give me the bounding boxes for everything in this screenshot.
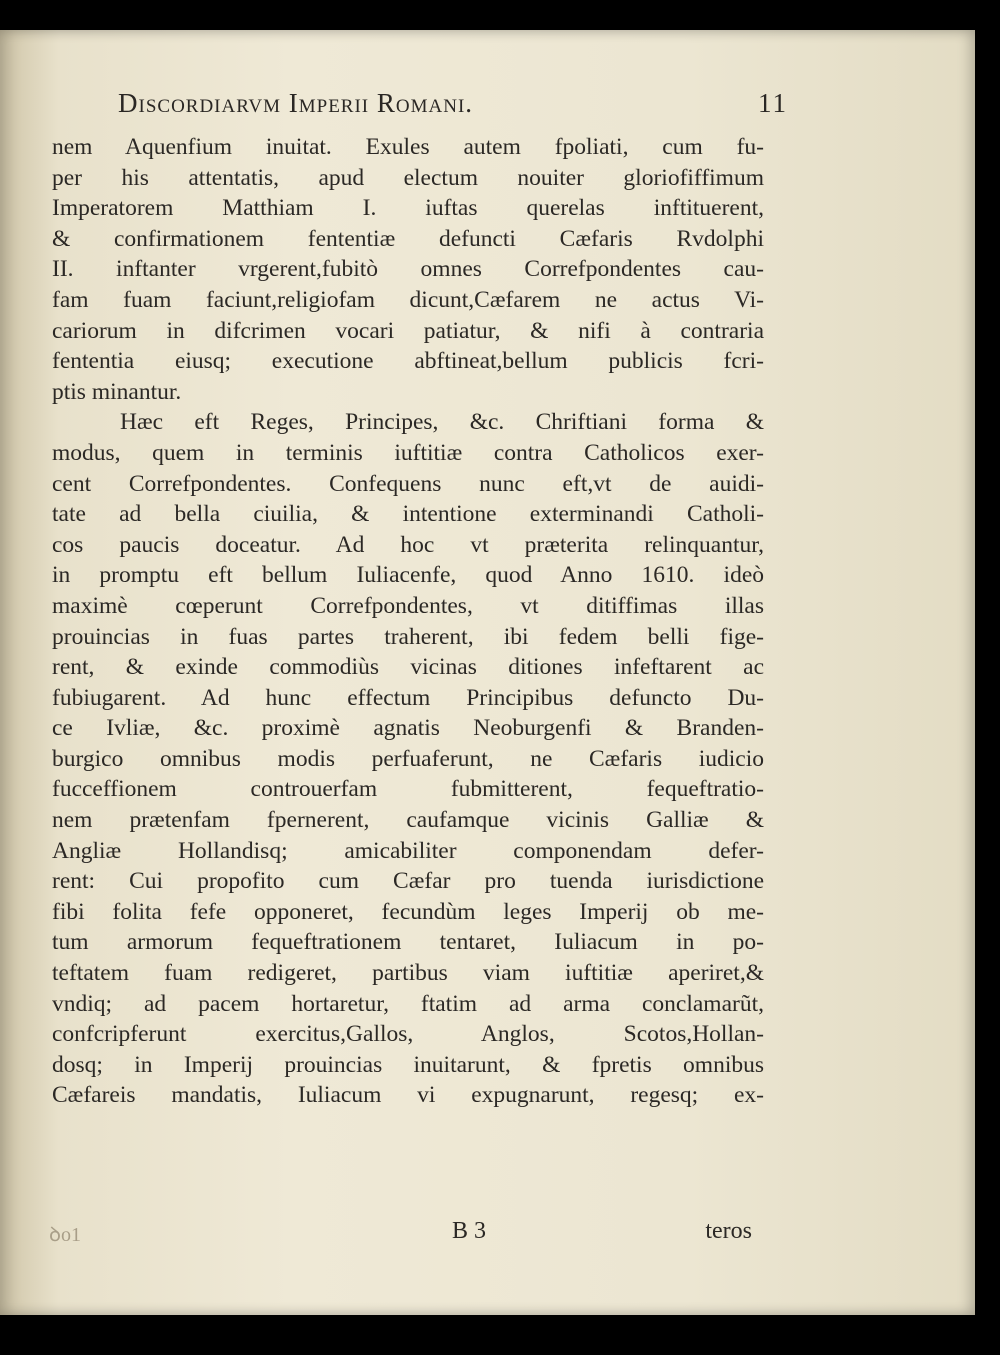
text-line: fubiugarent. Ad hunc effectum Principibus defuncto Du- xyxy=(52,684,764,711)
text-line: tate ad bella ciuilia, & intentione exterminandi Catholi- xyxy=(52,501,764,528)
catchword: teros xyxy=(705,1218,752,1244)
paragraph-start-line: Hæc eft Reges, Principes, &c. Chriftiani forma & xyxy=(120,409,764,436)
text-line: Cæfareis mandatis, Iuliacum vi expugnarunt, regesq; ex- xyxy=(52,1082,764,1109)
running-title: Discordiarvm Imperii Romani. xyxy=(118,88,474,118)
text-line: ce Ivliæ, &c. proximè agnatis Neoburgenfi & Branden- xyxy=(52,715,764,742)
text-line: tum armorum fequeftrationem tentaret, Iuliacum in po- xyxy=(52,929,764,956)
text-line: rent, & exinde commodiùs vicinas ditiones infeftarent ac xyxy=(52,654,764,681)
page-number: 11 xyxy=(758,88,788,118)
text-line: in promptu eft bellum Iuliacenfe, quod Anno 1610. ideò xyxy=(52,562,764,589)
page-footer xyxy=(49,1218,752,1250)
signature-mark: B 3 xyxy=(452,1218,487,1244)
body-text xyxy=(52,132,764,1111)
page-header xyxy=(118,88,788,128)
text-line: fucceffionem controuerfam fubmitterent, fequeftratio- xyxy=(52,776,764,803)
text-line: confcripferunt exercitus,Gallos, Anglos, Scotos,Hollan- xyxy=(52,1021,764,1048)
text-line: fam fuam faciunt,religiofam dicunt,Cæfarem ne actus Vi- xyxy=(52,286,764,313)
text-line: teftatem fuam redigeret, partibus viam iuftitiæ aperiret,& xyxy=(52,960,764,987)
text-line: nem prætenfam fpernerent, caufamque vicinis Galliæ & xyxy=(52,807,764,834)
book-page xyxy=(0,30,975,1315)
text-line: vndiq; ad pacem hortaretur, ftatim ad arma conclamarũt, xyxy=(52,990,764,1017)
text-line: & confirmationem fententiæ defuncti Cæfaris Rvdolphi xyxy=(52,225,764,252)
text-line: fibi folita fefe opponeret, fecundùm leges Imperij ob me- xyxy=(52,898,764,925)
text-line: ptis minantur. xyxy=(52,378,182,405)
text-line: cos paucis doceatur. Ad hoc vt præterita relinquantur, xyxy=(52,531,764,558)
text-line: burgico omnibus modis perfuaferunt, ne Cæfaris iudicio xyxy=(52,745,764,772)
text-line: per his attentatis, apud electum nouiter gloriofiffimum xyxy=(52,164,764,191)
text-line: dosq; in Imperij prouincias inuitarunt, & fpretis omnibus xyxy=(52,1051,764,1078)
text-line: maximè cœperunt Correfpondentes, vt ditiffimas illas xyxy=(52,592,764,619)
text-line: modus, quem in terminis iuftitiæ contra Catholicos exer- xyxy=(52,439,764,466)
text-line: prouincias in fuas partes traherent, ibi fedem belli fige- xyxy=(52,623,764,650)
text-line: cariorum in difcrimen vocari patiatur, & nifi à contraria xyxy=(52,317,764,344)
text-line: Angliæ Hollandisq; amicabiliter componendam defer- xyxy=(52,837,764,864)
text-line: Imperatorem Matthiam I. iuftas querelas inftituerent, xyxy=(52,195,764,222)
text-line: nem Aquenfium inuitat. Exules autem fpoliati, cum fu- xyxy=(52,134,764,160)
text-line: fententia eiusq; executione abftineat,bellum publicis fcri- xyxy=(52,348,764,375)
text-line: cent Correfpondentes. Confequens nunc eft,vt de auidi- xyxy=(52,470,764,497)
text-line: rent: Cui propofito cum Cæfar pro tuenda iurisdictione xyxy=(52,868,764,895)
text-line: II. inftanter vrgerent,fubitò omnes Correfpondentes cau- xyxy=(52,256,764,283)
footer-mark: ꝺo1 xyxy=(49,1224,81,1246)
